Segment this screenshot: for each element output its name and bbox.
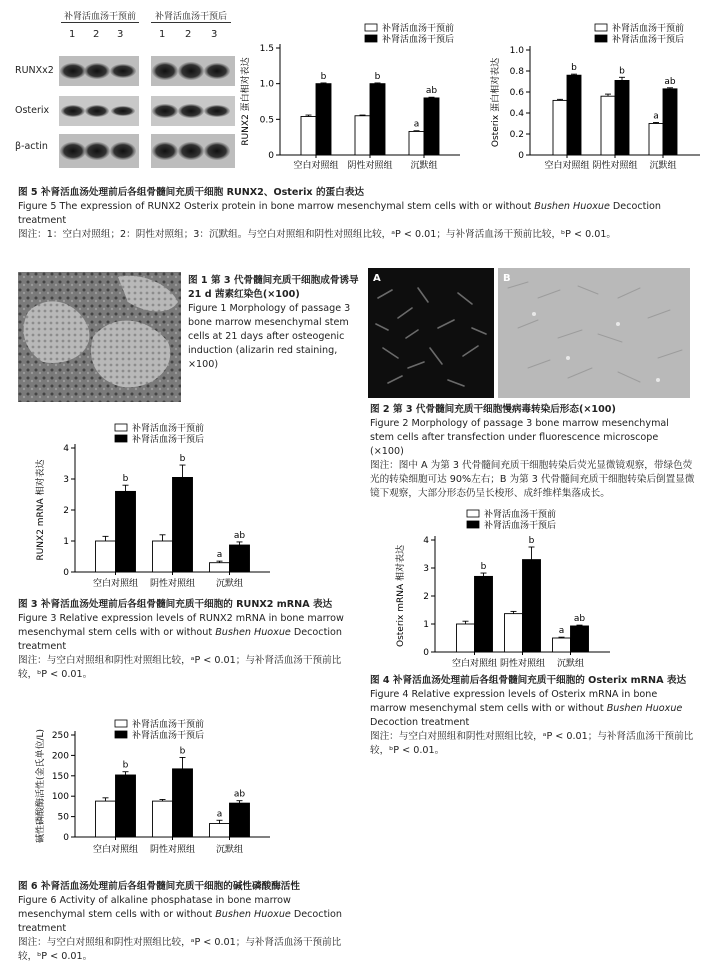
blot-row-osterix-label: Osterix — [15, 105, 50, 116]
y-tick-label: 4 — [63, 444, 69, 454]
lane-1-left: 1 — [69, 29, 76, 40]
x-tick-label: 沉默组 — [215, 579, 244, 589]
legend-swatch — [595, 35, 607, 42]
significance-label: a — [558, 626, 565, 637]
lane-3-right: 3 — [211, 29, 218, 40]
x-tick-label: 空白对照组 — [451, 659, 498, 669]
y-axis-label: Osterix 蛋白相对表达 — [491, 57, 501, 148]
fig2-caption — [370, 403, 695, 501]
significance-label: b — [122, 474, 129, 485]
y-tick-label: 1 — [423, 620, 429, 630]
y-tick-label: 1.5 — [259, 44, 274, 54]
fig2-caption-cn: 图 2 第 3 代骨髓间充质干细胞慢病毒转染后形态(×100) — [370, 404, 616, 415]
y-tick-label: 0 — [63, 833, 69, 843]
fig3-caption-cn: 图 3 补肾活血汤处理前后各组骨髓间充质干细胞的 RUNX2 mRNA 表达 — [18, 599, 333, 610]
x-tick-label: 沉默组 — [649, 161, 677, 171]
fig5-caption-en: Figure 5 The expression of RUNX2 Osterix protein in bone marrow mesenchymal stem cells with or without Bushen Huoxue Decoction — [18, 201, 662, 212]
legend-swatch — [595, 24, 607, 31]
y-tick-label: 0.4 — [509, 109, 524, 119]
significance-label: ab — [233, 530, 246, 541]
fig4-caption-cn: 图 4 补肾活血汤处理前后各组骨髓间充质干细胞的 Osterix mRNA 表达 — [370, 675, 687, 686]
y-tick-label: 3 — [63, 475, 69, 485]
fig6-caption-en: Figure 6 Activity of alkaline phosphatase in bone marrow mesenchymal stem cells with or without Bushen Huoxue Decoction treatment — [18, 895, 342, 934]
significance-label: b — [179, 746, 186, 757]
bar — [301, 116, 316, 155]
y-axis-label: 碱性磷酸酶活性(金氏单位/L) — [36, 728, 46, 844]
bar — [370, 84, 385, 155]
bar — [523, 560, 541, 652]
significance-label: b — [374, 71, 381, 82]
fig4-note: 图注：与空白对照组和阴性对照组比较，ᵃP < 0.01；与补肾活血汤干预前比较，ᵇP < 0.01。 — [370, 731, 694, 756]
bar — [553, 100, 567, 155]
bar — [316, 84, 331, 155]
legend-swatch — [467, 510, 479, 517]
significance-label: a — [216, 550, 223, 561]
fig2-panel-b-label: B — [503, 273, 511, 284]
fig4-caption — [370, 674, 695, 758]
significance-label: b — [480, 562, 487, 573]
lane-3-left: 3 — [117, 29, 124, 40]
x-tick-label: 空白对照组 — [92, 845, 139, 855]
significance-label: b — [179, 454, 186, 465]
fig6-caption-cn: 图 6 补肾活血汤处理前后各组骨髓间充质干细胞的碱性磷酸酶活性 — [18, 881, 300, 892]
bar — [567, 75, 581, 155]
y-tick-label: 2 — [63, 506, 69, 516]
y-axis-label: RUNX2 mRNA 相对表达 — [36, 459, 46, 561]
fig4-caption-en: Figure 4 Relative expression levels of Osterix mRNA in bone marrow mesenchymal stem cells with or without Bushen Huoxue Decoction treatment — [370, 689, 683, 728]
bar — [230, 803, 250, 837]
significance-label: ab — [664, 76, 676, 87]
fig5-caption-en-cont: treatment — [18, 215, 67, 226]
y-tick-label: 3 — [423, 564, 429, 574]
x-tick-label: 阴性对照组 — [149, 579, 196, 589]
y-tick-label: 0 — [423, 648, 429, 658]
bar — [571, 626, 589, 652]
fig6-caption — [18, 880, 348, 964]
fig6-note: 图注：与空白对照组和阴性对照组比较，ᵃP < 0.01；与补肾活血汤干预前比较，ᵇP < 0.01。 — [18, 937, 342, 962]
x-tick-label: 空白对照组 — [293, 161, 339, 171]
bar — [153, 541, 173, 572]
significance-label: b — [122, 760, 129, 771]
legend-swatch — [115, 731, 127, 738]
bar — [457, 624, 475, 652]
fig3-caption — [18, 598, 348, 682]
legend-swatch — [115, 435, 127, 442]
bar — [230, 545, 250, 572]
x-tick-label: 沉默组 — [215, 845, 244, 855]
lane-2-left: 2 — [93, 29, 100, 40]
significance-label: ab — [233, 789, 246, 800]
legend-label: 补肾活血汤干预后 — [382, 35, 455, 45]
fig2a-fluorescence-image — [368, 268, 494, 398]
x-tick-label: 空白对照组 — [92, 579, 139, 589]
chart-runx2-mrna — [15, 418, 280, 598]
bar — [424, 98, 439, 155]
bar — [615, 80, 629, 155]
bar — [173, 769, 193, 837]
fig1-caption-cn: 图 1 第 3 代骨髓间充质干细胞成骨诱导 21 d 茜素红染色(×100) — [188, 275, 359, 300]
bar — [355, 116, 370, 155]
significance-label: b — [320, 71, 327, 82]
x-tick-label: 空白对照组 — [544, 161, 590, 171]
bar — [153, 801, 173, 837]
legend-swatch — [365, 24, 377, 31]
x-tick-label: 阴性对照组 — [499, 659, 546, 669]
significance-label: b — [619, 66, 625, 77]
significance-label: a — [413, 119, 420, 130]
blot-image — [59, 42, 239, 182]
x-tick-label: 沉默组 — [556, 659, 585, 669]
legend-label: 补肾活血汤干预后 — [484, 521, 557, 531]
x-tick-label: 阴性对照组 — [149, 845, 196, 855]
chart-runx2-protein — [235, 8, 470, 188]
significance-label: a — [653, 111, 659, 122]
bar — [475, 576, 493, 652]
fig2-panel-a-label: A — [373, 273, 381, 284]
legend-label: 补肾活血汤干预后 — [132, 731, 205, 741]
blot-row-actin-label: β-actin — [15, 141, 48, 152]
legend-label: 补肾活血汤干预后 — [612, 35, 685, 45]
bar — [96, 801, 116, 837]
bar — [210, 824, 230, 837]
fig1-alizarin-image — [18, 272, 181, 402]
western-blot-panel — [15, 8, 240, 188]
y-tick-label: 150 — [51, 771, 69, 782]
bar — [649, 124, 663, 156]
x-tick-label: 沉默组 — [410, 161, 438, 171]
legend-label: 补肾活血汤干预后 — [132, 435, 205, 445]
y-tick-label: 0.6 — [509, 88, 524, 98]
significance-label: ab — [425, 86, 438, 97]
y-tick-label: 200 — [51, 751, 69, 762]
blot-group-after: 补肾活血汤干预后 — [154, 12, 227, 22]
fig2-caption-en: Figure 2 Morphology of passage 3 bone marrow mesenchymal stem cells after transfection under fluorescence microscope (×100) — [370, 418, 669, 457]
y-tick-label: 0 — [63, 568, 69, 578]
y-tick-label: 0.8 — [509, 67, 524, 77]
bar — [96, 541, 116, 572]
blot-row-runx2-label: RUNXx2 — [15, 65, 54, 76]
y-tick-label: 50 — [57, 812, 69, 823]
legend-label: 补肾活血汤干预前 — [382, 24, 455, 34]
y-tick-label: 0.5 — [259, 115, 274, 126]
y-tick-label: 100 — [51, 792, 69, 803]
legend-swatch — [365, 35, 377, 42]
fig3-caption-en: Figure 3 Relative expression levels of RUNX2 mRNA in bone marrow mesenchymal stem cells with or without Bushen Huoxue Decoction treatment — [18, 613, 344, 652]
y-axis-label: RUNX2 蛋白相对表达 — [241, 57, 251, 146]
fig5-caption-cn: 图 5 补肾活血汤处理前后各组骨髓间充质干细胞 RUNX2、Osterix 的蛋白表达 — [18, 187, 364, 198]
significance-label: a — [216, 809, 223, 820]
legend-swatch — [115, 720, 127, 727]
chart-osterix-protein — [470, 8, 705, 188]
bar — [663, 89, 677, 155]
y-tick-label: 250 — [51, 731, 69, 741]
lane-2-right: 2 — [185, 29, 192, 40]
y-tick-label: 4 — [423, 536, 429, 546]
bar — [553, 638, 571, 652]
bar — [601, 96, 615, 155]
lane-1-right: 1 — [159, 29, 166, 40]
y-tick-label: 0.2 — [509, 130, 524, 140]
y-tick-label: 1 — [63, 537, 69, 547]
bar — [173, 477, 193, 572]
legend-swatch — [115, 424, 127, 431]
blot-group-before: 补肾活血汤干预前 — [63, 12, 136, 22]
legend-label: 补肾活血汤干预前 — [132, 720, 205, 730]
legend-swatch — [467, 521, 479, 528]
bar — [210, 563, 230, 572]
bar — [409, 131, 424, 155]
bar — [116, 775, 136, 837]
significance-label: b — [571, 63, 577, 74]
y-tick-label: 0 — [268, 151, 274, 161]
chart-alp-activity — [15, 716, 280, 866]
legend-label: 补肾活血汤干预前 — [612, 24, 685, 34]
x-tick-label: 阴性对照组 — [592, 161, 638, 171]
significance-label: ab — [573, 614, 586, 625]
y-tick-label: 1.0 — [259, 79, 274, 90]
y-tick-label: 2 — [423, 592, 429, 602]
legend-label: 补肾活血汤干预前 — [484, 510, 557, 520]
fig5-note: 图注：1：空白对照组；2：阴性对照组；3：沉默组。与空白对照组和阴性对照组比较，ᵃP < 0.01；与补肾活血汤干预前比较，ᵇP < 0.01。 — [18, 229, 617, 240]
fig3-note: 图注：与空白对照组和阴性对照组比较，ᵃP < 0.01；与补肾活血汤干预前比较，ᵇP < 0.01。 — [18, 655, 342, 680]
y-axis-label: Osterix mRNA 相对表达 — [396, 545, 406, 647]
fig2b-microscope-image — [498, 268, 690, 398]
y-tick-label: 0 — [518, 151, 524, 161]
bar — [505, 614, 523, 652]
legend-label: 补肾活血汤干预前 — [132, 424, 205, 434]
significance-label: b — [528, 536, 535, 546]
chart-osterix-mrna — [395, 506, 685, 676]
x-tick-label: 阴性对照组 — [347, 161, 393, 171]
fig5-caption — [18, 186, 698, 242]
y-tick-label: 1.0 — [509, 46, 524, 56]
bar — [116, 491, 136, 572]
fig2-note: 图注：图中 A 为第 3 代骨髓间充质干细胞转染后荧光显微镜观察，带绿色荧光的转染细胞可达 90%左右；B 为第 3 代骨髓间充质干细胞转染后倒置显微镜下观察，大部分形态仍呈长梭形、成纤维样集落成长。 — [370, 460, 695, 499]
fig1-caption — [188, 274, 364, 372]
fig1-caption-en: Figure 1 Morphology of passage 3 bone marrow mesenchymal stem cells at 21 days after osteogenic induction (alizarin red staining, ×100) — [188, 303, 351, 370]
